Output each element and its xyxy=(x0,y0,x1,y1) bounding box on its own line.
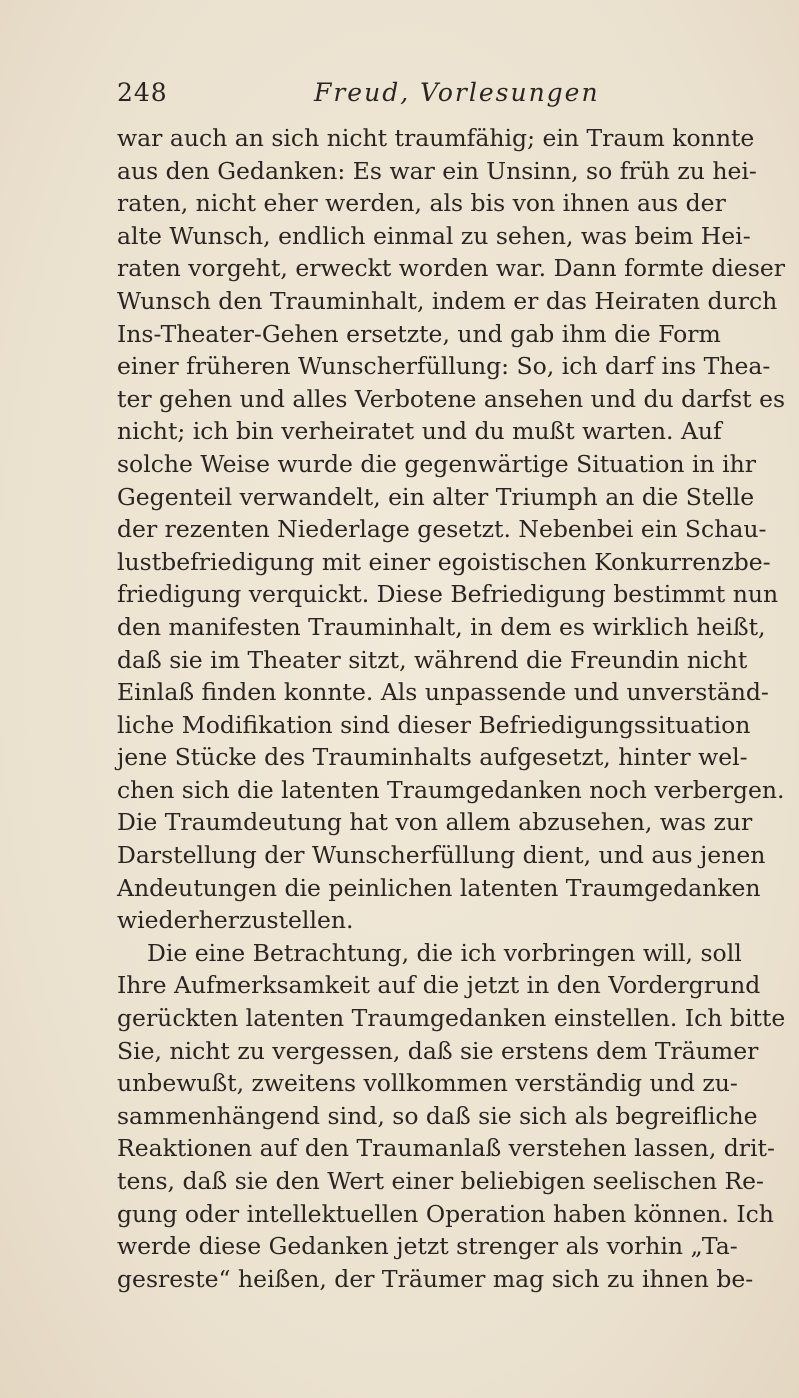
text-line: Ihre Aufmerksamkeit auf die jetzt in den Vordergrund xyxy=(117,971,761,1000)
page-number: 248 xyxy=(117,78,168,107)
text-line: gung oder intellektuellen Operation haben können. Ich xyxy=(117,1199,774,1228)
text-line: Einlaß finden konnte. Als unpassende und unverständ- xyxy=(117,678,769,707)
text-line: gerückten latenten Traumgedanken einstellen. Ich bitte xyxy=(117,1004,786,1033)
text-line: chen sich die latenten Traumgedanken noch verbergen. xyxy=(117,775,785,804)
text-line: Darstellung der Wunscherfüllung dient, und aus jenen xyxy=(117,841,766,870)
text-line: einer früheren Wunscherfüllung: So, ich darf ins Thea- xyxy=(117,352,771,381)
text-line: wiederherzustellen. xyxy=(117,906,354,935)
paragraph-2 xyxy=(117,937,786,1296)
text-line: gesreste“ heißen, der Träumer mag sich zu ihnen be- xyxy=(117,1264,754,1293)
text-line: Sie, nicht zu vergessen, daß sie erstens dem Träumer xyxy=(117,1036,759,1065)
body-text xyxy=(117,122,786,1295)
text-line: werde diese Gedanken jetzt strenger als vorhin „Ta- xyxy=(117,1232,738,1261)
text-line: ter gehen und alles Verbotene ansehen und du darfst es xyxy=(117,384,786,413)
paragraph-1 xyxy=(117,122,786,937)
text-line: raten, nicht eher werden, als bis von ihnen aus der xyxy=(117,189,726,218)
text-line: Andeutungen die peinlichen latenten Traumgedanken xyxy=(117,873,761,902)
text-line: lustbefriedigung mit einer egoistischen Konkurrenzbe- xyxy=(117,547,771,576)
text-line: war auch an sich nicht traumfähig; ein Traum konnte xyxy=(117,124,755,152)
text-line: der rezenten Niederlage gesetzt. Nebenbei ein Schau- xyxy=(117,515,767,544)
text-line: Wunsch den Trauminhalt, indem er das Heiraten durch xyxy=(117,286,778,315)
text-line: Reaktionen auf den Traumanlaß verstehen lassen, drit- xyxy=(117,1134,775,1163)
text-line: tens, daß sie den Wert einer beliebigen seelischen Re- xyxy=(117,1167,764,1195)
text-line: unbewußt, zweitens vollkommen verständig und zu- xyxy=(117,1069,738,1098)
text-line: friedigung verquickt. Diese Befriedigung bestimmt nun xyxy=(117,580,779,609)
text-line: Gegenteil verwandelt, ein alter Triumph an die Stelle xyxy=(117,482,755,511)
text-line: Die Traumdeutung hat von allem abzusehen, was zur xyxy=(117,808,753,837)
text-line: sammenhängend sind, so daß sie sich als begreifliche xyxy=(117,1101,758,1130)
text-line: solche Weise wurde die gegenwärtige Situation in ihr xyxy=(117,449,757,478)
text-line: liche Modifikation sind dieser Befriedigungssituation xyxy=(117,710,751,739)
text-line: aus den Gedanken: Es war ein Unsinn, so früh zu hei- xyxy=(117,156,757,185)
text-line: Ins-Theater-Gehen ersetzte, und gab ihm die Form xyxy=(117,319,721,348)
page-header xyxy=(117,78,677,118)
text-line: den manifesten Trauminhalt, in dem es wirklich heißt, xyxy=(117,612,766,641)
text-line: daß sie im Theater sitzt, während die Freundin nicht xyxy=(117,645,748,674)
text-line: Die eine Betrachtung, die ich vorbringen will, soll xyxy=(147,938,742,967)
running-title: Freud, Vorlesungen xyxy=(314,78,600,107)
text-line: raten vorgeht, erweckt worden war. Dann formte dieser xyxy=(117,254,786,283)
text-line: alte Wunsch, endlich einmal zu sehen, was beim Hei- xyxy=(117,221,751,250)
text-line: nicht; ich bin verheiratet und du mußt warten. Auf xyxy=(117,417,722,446)
text-line: jene Stücke des Trauminhalts aufgesetzt, hinter wel- xyxy=(117,743,748,772)
